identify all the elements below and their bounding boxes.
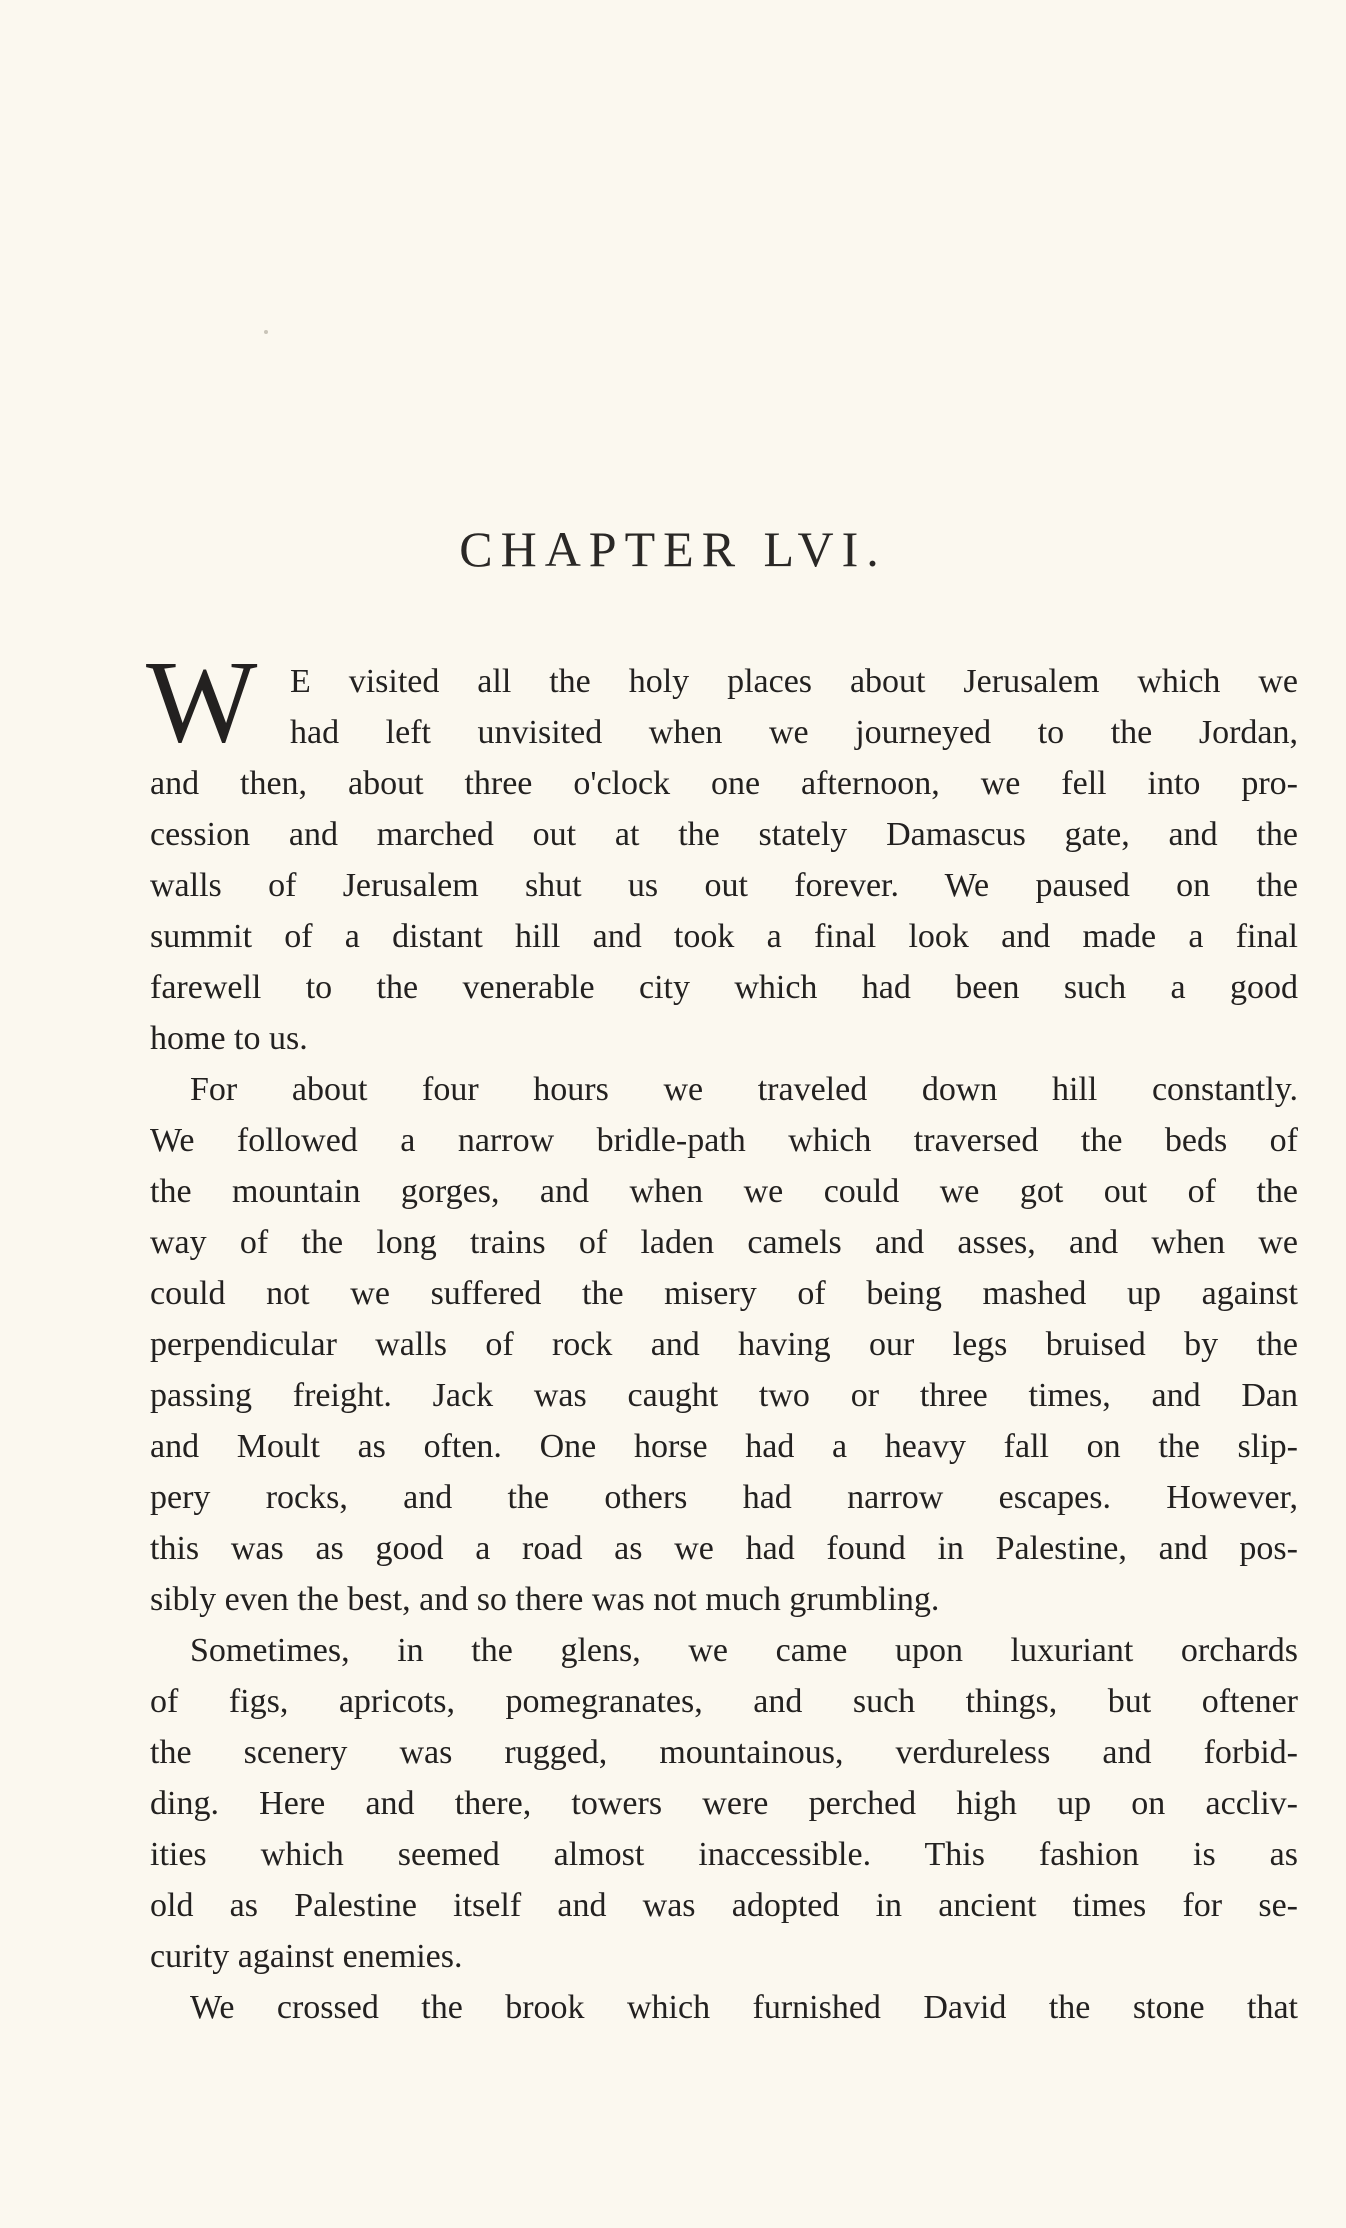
text-line: We crossed the brook which furnished David the stone that: [190, 1989, 1298, 2026]
text-line: ding. Here and there, towers were perched high up on accliv-: [150, 1785, 1298, 1822]
text-line: E visited all the holy places about Jerusalem which we: [290, 663, 1298, 700]
text-line: way of the long trains of laden camels and asses, and when we: [150, 1224, 1298, 1261]
text-line: Sometimes, in the glens, we came upon luxuriant orchards: [190, 1632, 1298, 1669]
text-line: home to us.: [150, 1020, 308, 1057]
text-line: and Moult as often. One horse had a heavy fall on the slip-: [150, 1428, 1298, 1465]
text-line: sibly even the best, and so there was not much grumbling.: [150, 1581, 940, 1618]
text-line: curity against enemies.: [150, 1938, 463, 1975]
text-line: of figs, apricots, pomegranates, and such things, but oftener: [150, 1683, 1298, 1720]
text-line: could not we suffered the misery of being mashed up against: [150, 1275, 1298, 1312]
text-line: the scenery was rugged, mountainous, verdureless and forbid-: [150, 1734, 1298, 1771]
text-line: ities which seemed almost inaccessible. This fashion is as: [150, 1836, 1298, 1873]
text-line: farewell to the venerable city which had been such a good: [150, 969, 1298, 1006]
text-line: this was as good a road as we had found in Palestine, and pos-: [150, 1530, 1298, 1567]
text-line: perpendicular walls of rock and having our legs bruised by the: [150, 1326, 1298, 1363]
paper-speck: [264, 330, 268, 334]
text-line: passing freight. Jack was caught two or three times, and Dan: [150, 1377, 1298, 1414]
text-line: had left unvisited when we journeyed to the Jordan,: [290, 714, 1298, 751]
drop-cap: W: [146, 636, 258, 767]
text-line: pery rocks, and the others had narrow escapes. However,: [150, 1479, 1298, 1516]
text-line: cession and marched out at the stately Damascus gate, and the: [150, 816, 1298, 853]
text-line: the mountain gorges, and when we could we got out of the: [150, 1173, 1298, 1210]
text-line: walls of Jerusalem shut us out forever. We paused on the: [150, 867, 1298, 904]
text-line: For about four hours we traveled down hill constantly.: [190, 1071, 1298, 1108]
chapter-title: CHAPTER LVI.: [459, 521, 887, 577]
chapter-body: [150, 656, 1298, 2033]
text-line: summit of a distant hill and took a final look and made a final: [150, 918, 1298, 955]
text-line: We followed a narrow bridle-path which traversed the beds of: [150, 1122, 1298, 1159]
text-line: and then, about three o'clock one afternoon, we fell into pro-: [150, 765, 1298, 802]
text-line: old as Palestine itself and was adopted in ancient times for se-: [150, 1887, 1298, 1924]
